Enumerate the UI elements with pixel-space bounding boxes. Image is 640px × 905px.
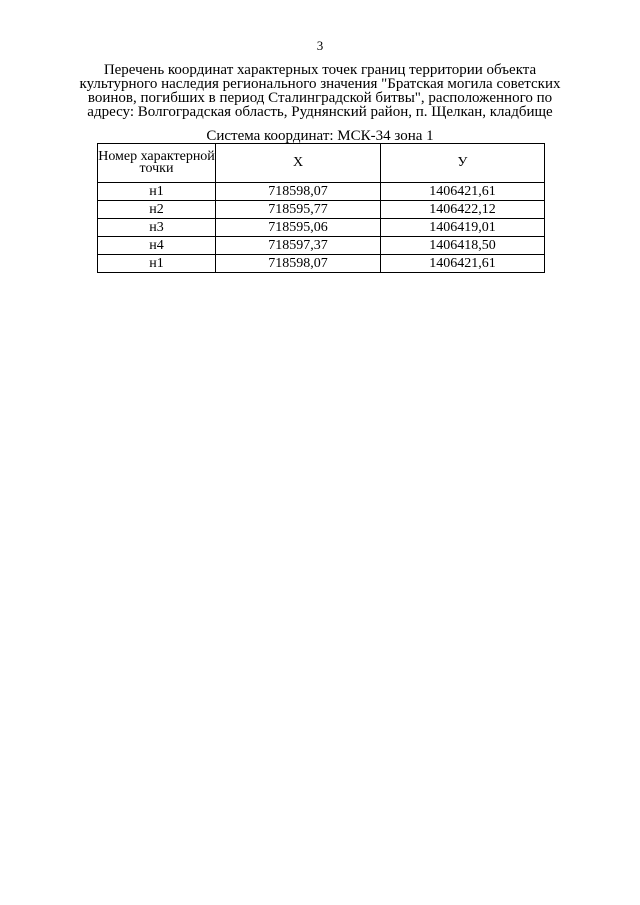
cell-point: н1 bbox=[98, 183, 216, 201]
table-row bbox=[98, 201, 545, 219]
title-line: воинов, погибших в период Сталинградской битвы", расположенного по bbox=[87, 90, 553, 106]
cell-x: 718598,07 bbox=[216, 183, 381, 201]
table-row bbox=[98, 255, 545, 273]
table-row bbox=[98, 183, 545, 201]
cell-y: 1406419,01 bbox=[381, 219, 545, 237]
coordinate-system-caption: Система координат: МСК-34 зона 1 bbox=[206, 128, 434, 144]
coordinates-table bbox=[97, 143, 545, 273]
cell-x: 718597,37 bbox=[216, 237, 381, 255]
cell-x: 718595,06 bbox=[216, 219, 381, 237]
cell-y: 1406421,61 bbox=[381, 183, 545, 201]
cell-x: 718595,77 bbox=[216, 201, 381, 219]
cell-point: н1 bbox=[98, 255, 216, 273]
document-title bbox=[70, 63, 570, 119]
cell-y: 1406421,61 bbox=[381, 255, 545, 273]
header-x: X bbox=[216, 144, 381, 183]
cell-point: н2 bbox=[98, 201, 216, 219]
table-header-row bbox=[98, 144, 545, 183]
cell-point: н4 bbox=[98, 237, 216, 255]
title-line: культурного наследия регионального значения "Братская могила советских bbox=[79, 76, 561, 92]
cell-x: 718598,07 bbox=[216, 255, 381, 273]
page-number: 3 bbox=[316, 38, 324, 53]
title-line: Перечень координат характерных точек границ территории объекта bbox=[103, 62, 537, 78]
header-point-number: Номер характерной точки bbox=[98, 144, 216, 183]
cell-y: 1406418,50 bbox=[381, 237, 545, 255]
header-y: У bbox=[381, 144, 545, 183]
title-line: адресу: Волгоградская область, Руднянский район, п. Щелкан, кладбище bbox=[87, 104, 553, 120]
table-row bbox=[98, 237, 545, 255]
cell-point: н3 bbox=[98, 219, 216, 237]
cell-y: 1406422,12 bbox=[381, 201, 545, 219]
table-row bbox=[98, 219, 545, 237]
